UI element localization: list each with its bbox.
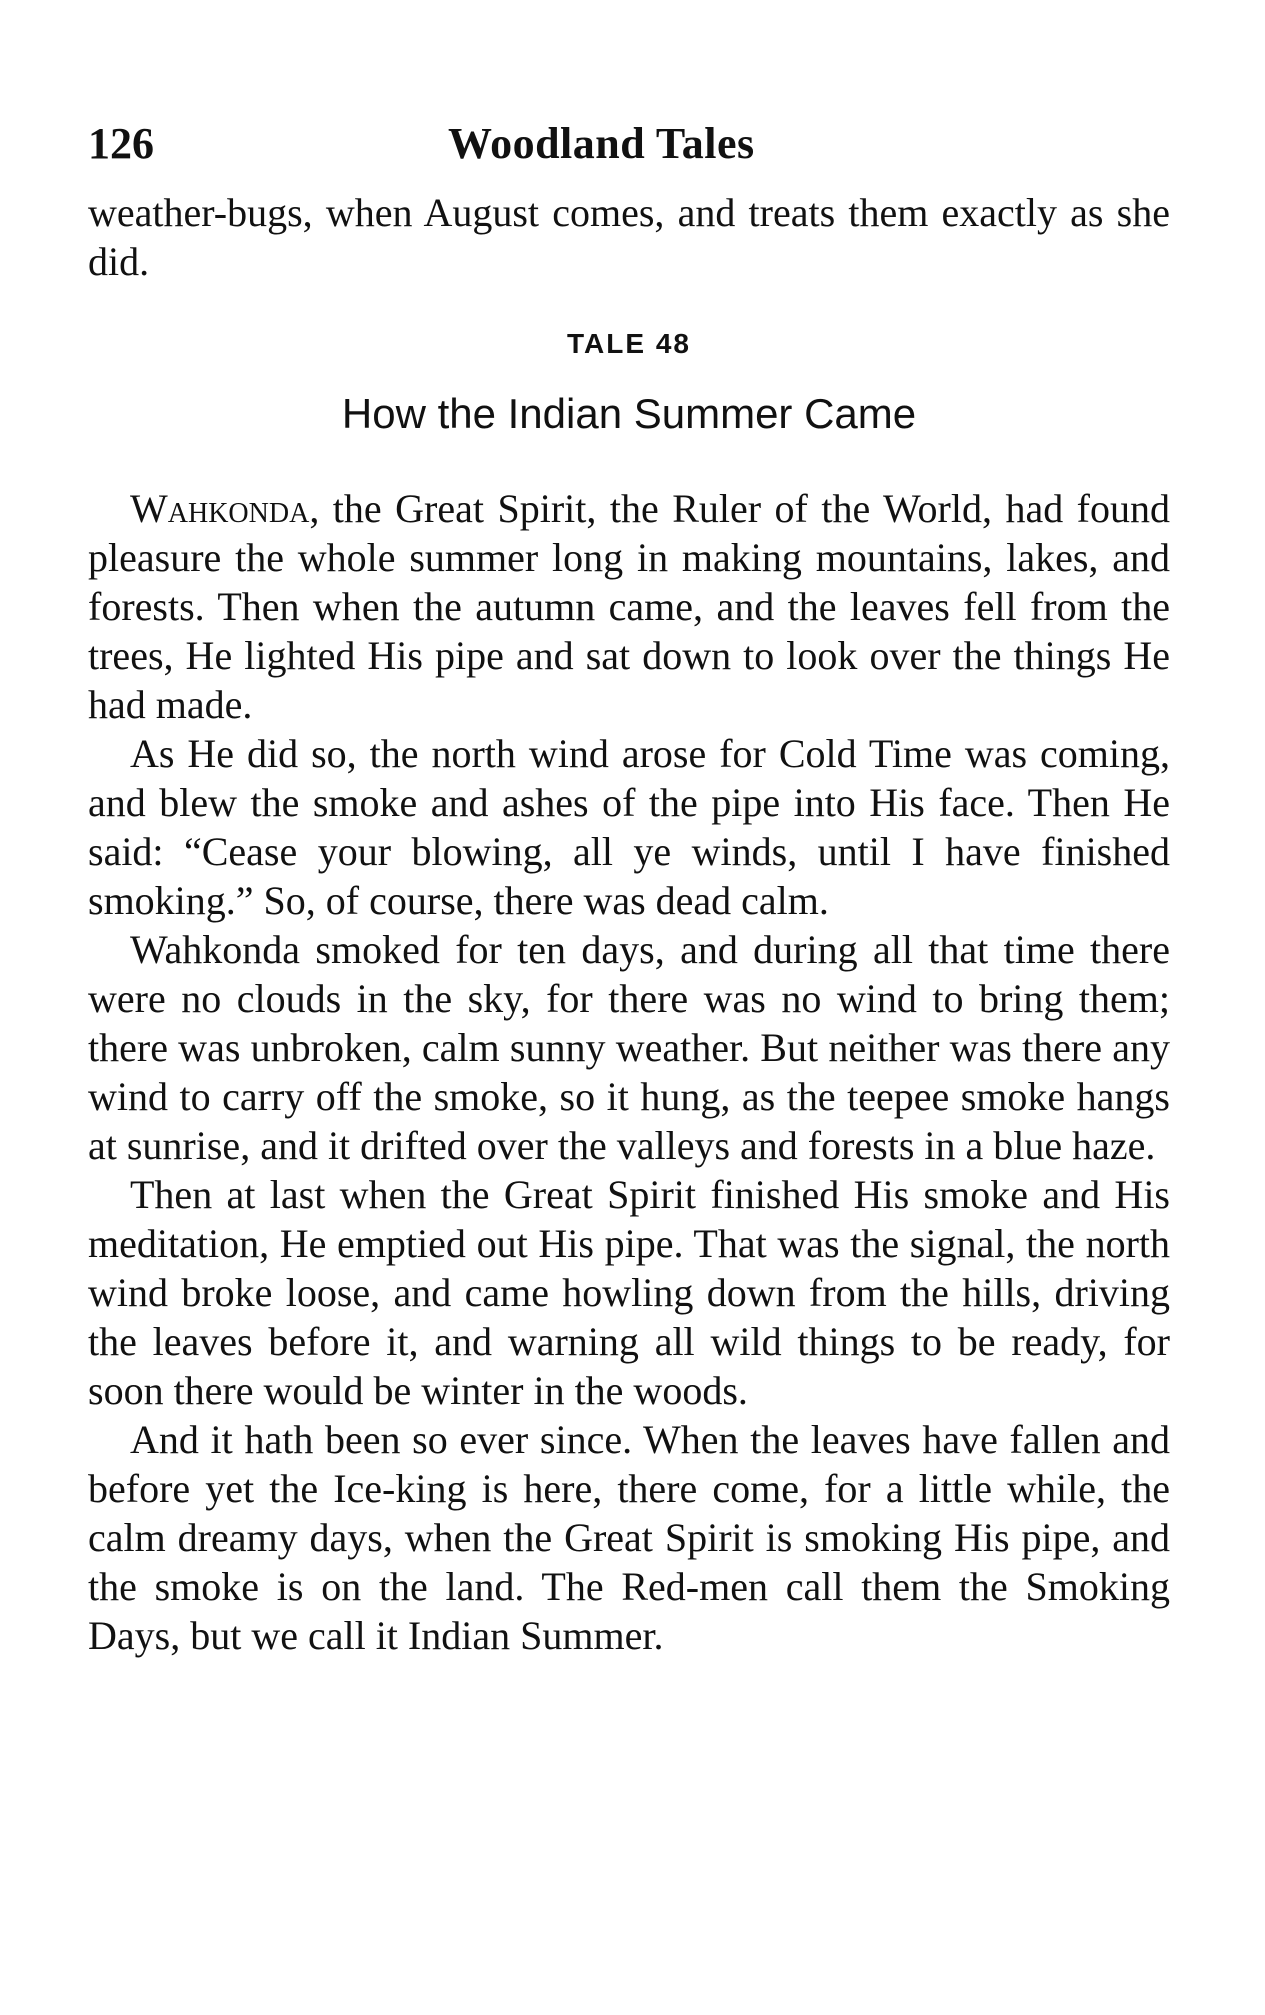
running-title: Woodland Tales bbox=[448, 119, 755, 168]
carryover-paragraph: weather-bugs, when August comes, and treats them exactly as she did. bbox=[88, 190, 1170, 284]
book-page bbox=[88, 118, 1170, 1660]
paragraph-1-text: , the Great Spirit, the Ruler of the World, had found pleasure the whole summer long in making mountains, lakes, and forests. Then when the autumn came, and the leaves fell from the trees, He lighted His pipe and sat down to look over the things He had made. bbox=[88, 486, 1170, 727]
opening-word: Wahkonda bbox=[130, 486, 310, 531]
paragraph-2: As He did so, the north wind arose for Cold Time was coming, and blew the smoke and ashes of the pipe into His face. Then He said: “Cease your blowing, all ye winds, until I have finished smoking.” So, of course, there was dead calm. bbox=[88, 731, 1170, 923]
tale-number: TALE 48 bbox=[567, 328, 691, 359]
paragraph-4: Then at last when the Great Spirit finished His smoke and His meditation, He emptied out His pipe. That was the signal, the north wind broke loose, and came howling down from the hills, driving the leaves before it, and warning all wild things to be ready, for soon there would be winter in the woods. bbox=[88, 1172, 1170, 1413]
paragraph-3: Wahkonda smoked for ten days, and during all that time there were no clouds in the sky, for there was no wind to bring them; there was unbroken, calm sunny weather. But neither was there any wind to carry off the smoke, so it hung, as the teepee smoke hangs at sunrise, and it drifted over the valleys and forests in a blue haze. bbox=[88, 927, 1170, 1168]
tale-title: How the Indian Summer Came bbox=[341, 390, 917, 437]
paragraph-1 bbox=[88, 484, 1170, 729]
page-number: 126 bbox=[88, 119, 154, 168]
paragraph-5: And it hath been so ever since. When the leaves have fallen and before yet the Ice-king is here, there come, for a little while, the calm dreamy days, when the Great Spirit is smoking His pipe, and the smoke is on the land. The Red-men call them the Smoking Days, but we call it Indian Summer. bbox=[88, 1417, 1170, 1658]
running-header bbox=[88, 118, 1170, 188]
